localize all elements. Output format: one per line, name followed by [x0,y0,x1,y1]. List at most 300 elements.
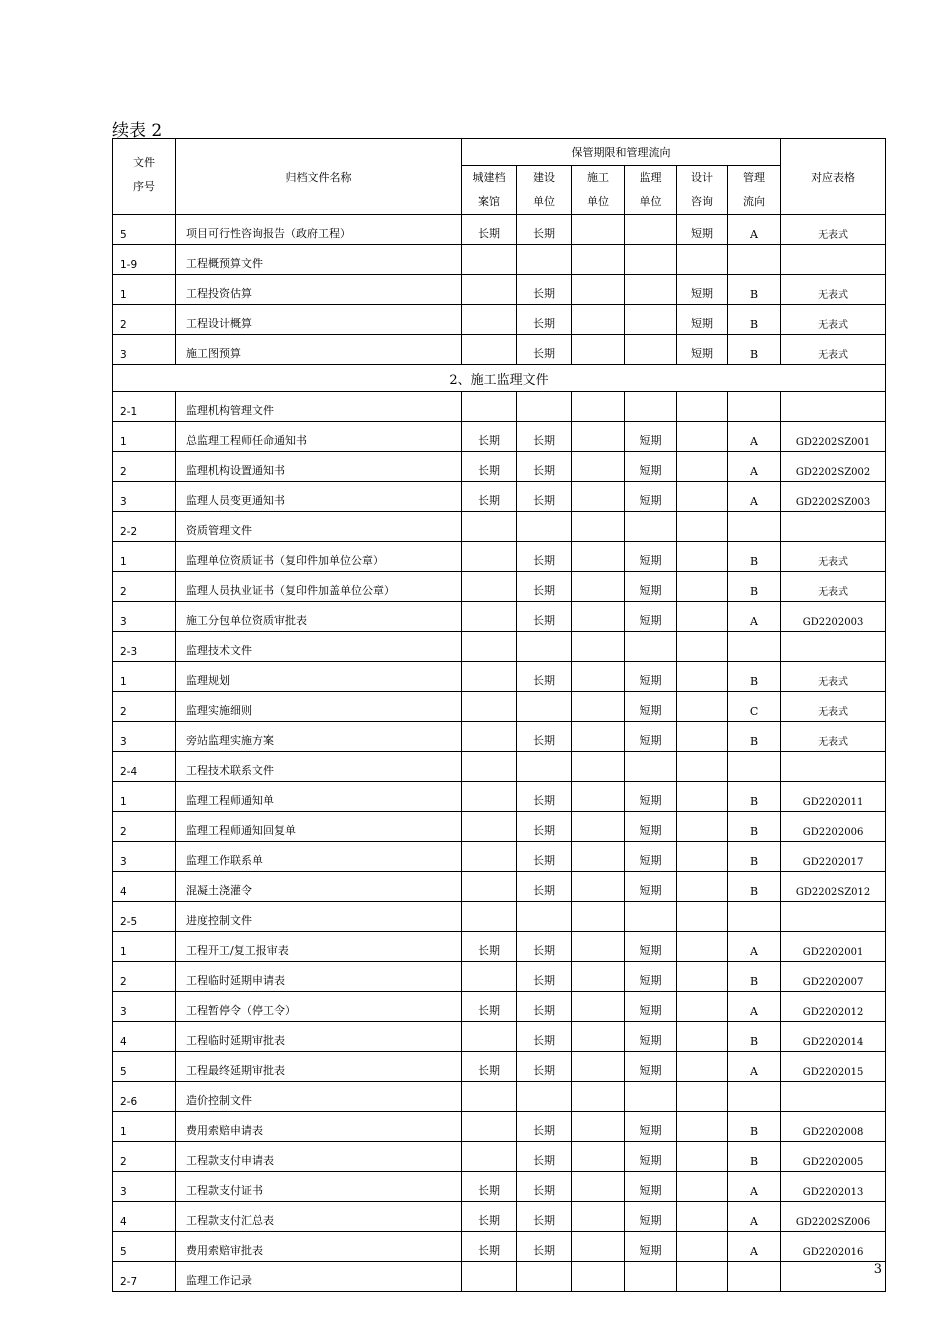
row-cell [677,662,728,692]
row-cell [677,1172,728,1202]
row-ref: GD2202SZ003 [781,482,886,512]
row-name: 监理人员变更通知书 [176,482,462,512]
row-seq: 3 [113,842,176,872]
row-seq: 3 [113,482,176,512]
row-cell [625,275,677,305]
row-name: 监理工作记录 [176,1262,462,1292]
row-cell [572,932,625,962]
row-name: 施工图预算 [176,335,462,365]
row-cell [462,782,517,812]
row-cell [572,542,625,572]
row-cell: 短期 [625,1172,677,1202]
header-col: 施工 单位 [572,166,625,215]
row-cell: 长期 [517,722,572,752]
row-cell [572,752,625,782]
row-cell [677,812,728,842]
row-cell: 长期 [462,482,517,512]
table-row [113,1142,886,1172]
row-cell [677,1232,728,1262]
row-cell: B [728,782,781,812]
row-ref: 无表式 [781,692,886,722]
row-cell: B [728,722,781,752]
row-ref [781,902,886,932]
row-cell: 短期 [625,1052,677,1082]
row-cell [677,872,728,902]
row-ref: GD2202006 [781,812,886,842]
row-seq: 1 [113,275,176,305]
row-cell [517,632,572,662]
table-row [113,1022,886,1052]
row-name: 监理单位资质证书（复印件加单位公章） [176,542,462,572]
row-cell: 长期 [517,1052,572,1082]
row-cell [572,602,625,632]
row-cell [677,1142,728,1172]
row-cell [462,305,517,335]
table-row [113,452,886,482]
row-seq: 4 [113,1022,176,1052]
row-cell [572,305,625,335]
row-cell: 短期 [625,872,677,902]
row-cell: 短期 [625,962,677,992]
row-cell [572,572,625,602]
row-cell [677,842,728,872]
table-row [113,842,886,872]
row-cell [462,632,517,662]
row-cell [572,1082,625,1112]
row-cell [572,215,625,245]
table-row [113,1172,886,1202]
row-cell: 长期 [517,275,572,305]
row-cell: 长期 [517,962,572,992]
row-cell [625,305,677,335]
row-ref: GD2202014 [781,1022,886,1052]
row-cell: A [728,422,781,452]
row-cell [572,245,625,275]
row-cell [677,722,728,752]
row-cell: B [728,335,781,365]
row-seq: 4 [113,1202,176,1232]
row-cell: A [728,215,781,245]
row-ref: GD2202012 [781,992,886,1022]
row-cell: 短期 [677,305,728,335]
row-cell: 长期 [517,992,572,1022]
row-seq: 1 [113,932,176,962]
table-row [113,1202,886,1232]
row-cell: A [728,1172,781,1202]
row-cell [572,335,625,365]
row-cell [462,602,517,632]
row-cell [677,962,728,992]
row-cell [462,842,517,872]
row-cell [462,1142,517,1172]
row-seq: 2-2 [113,512,176,542]
row-cell [572,902,625,932]
row-cell [572,962,625,992]
row-cell [462,572,517,602]
row-name: 总监理工程师任命通知书 [176,422,462,452]
row-ref: GD2202011 [781,782,886,812]
table-row [113,902,886,932]
row-cell: 短期 [625,992,677,1022]
row-seq: 4 [113,872,176,902]
row-cell: 长期 [517,1172,572,1202]
row-cell: 长期 [517,1142,572,1172]
row-seq: 1 [113,542,176,572]
row-name: 监理工程师通知单 [176,782,462,812]
row-ref: GD2202008 [781,1112,886,1142]
table-row [113,872,886,902]
row-cell: 短期 [625,542,677,572]
row-cell [462,1022,517,1052]
row-cell [677,992,728,1022]
row-seq: 2 [113,1142,176,1172]
row-cell: 长期 [517,1202,572,1232]
row-cell: B [728,842,781,872]
table-row [113,482,886,512]
row-name: 工程投资估算 [176,275,462,305]
row-cell: 短期 [625,932,677,962]
row-name: 监理人员执业证书（复印件加盖单位公章） [176,572,462,602]
row-name: 工程概预算文件 [176,245,462,275]
row-cell [677,632,728,662]
row-ref: 无表式 [781,542,886,572]
table-row [113,962,886,992]
row-cell [572,1262,625,1292]
row-cell [572,512,625,542]
row-cell [572,632,625,662]
row-cell: 长期 [517,1022,572,1052]
row-cell [462,1082,517,1112]
table-row [113,275,886,305]
row-ref: GD2202005 [781,1142,886,1172]
row-cell [677,692,728,722]
row-name: 混凝土浇灌令 [176,872,462,902]
row-cell [572,662,625,692]
row-ref: 无表式 [781,335,886,365]
row-cell [517,245,572,275]
row-cell [462,872,517,902]
row-cell [462,1112,517,1142]
row-cell: A [728,932,781,962]
row-name: 进度控制文件 [176,902,462,932]
table-caption: 续表 2 [112,121,163,141]
row-seq: 2-7 [113,1262,176,1292]
row-cell: 长期 [517,662,572,692]
row-cell [677,572,728,602]
row-cell: 长期 [462,1172,517,1202]
row-cell [462,275,517,305]
row-ref [781,512,886,542]
row-cell: 短期 [677,335,728,365]
row-seq: 2 [113,692,176,722]
header-ref: 对应表格 [781,139,886,215]
row-cell [572,1232,625,1262]
row-cell [677,602,728,632]
row-name: 费用索赔申请表 [176,1112,462,1142]
row-cell: 长期 [517,422,572,452]
row-cell [462,512,517,542]
row-cell [677,1022,728,1052]
row-ref: 无表式 [781,572,886,602]
row-cell: 长期 [517,1112,572,1142]
table-row [113,305,886,335]
row-seq: 2 [113,452,176,482]
section-title: 2、施工监理文件 [113,365,886,392]
row-cell: B [728,812,781,842]
row-cell [572,692,625,722]
row-cell: 长期 [517,872,572,902]
row-cell: A [728,482,781,512]
row-cell [728,512,781,542]
table-row [113,572,886,602]
row-cell: A [728,1232,781,1262]
row-name: 造价控制文件 [176,1082,462,1112]
row-name: 工程临时延期申请表 [176,962,462,992]
row-cell [625,902,677,932]
row-name: 工程最终延期审批表 [176,1052,462,1082]
header-col: 设计 咨询 [677,166,728,215]
row-name: 工程设计概算 [176,305,462,335]
row-cell [462,245,517,275]
row-seq: 3 [113,992,176,1022]
row-cell [625,512,677,542]
row-name: 监理工作联系单 [176,842,462,872]
row-cell [462,392,517,422]
row-cell: 短期 [625,842,677,872]
row-name: 费用索赔审批表 [176,1232,462,1262]
header-col: 建设 单位 [517,166,572,215]
row-cell: 长期 [517,452,572,482]
header-name: 归档文件名称 [176,139,462,215]
row-name: 资质管理文件 [176,512,462,542]
row-cell: 短期 [625,782,677,812]
row-name: 工程开工/复工报审表 [176,932,462,962]
row-cell [728,632,781,662]
table-header [113,139,886,215]
row-name: 监理机构设置通知书 [176,452,462,482]
table-body [113,215,886,1292]
row-cell: 长期 [462,422,517,452]
row-cell [572,392,625,422]
row-ref: GD2202SZ006 [781,1202,886,1232]
row-seq: 2 [113,962,176,992]
row-cell: B [728,1112,781,1142]
row-cell: 长期 [517,812,572,842]
row-seq: 2 [113,305,176,335]
row-cell: 长期 [517,482,572,512]
row-cell [517,1262,572,1292]
row-cell: 长期 [517,215,572,245]
row-name: 监理技术文件 [176,632,462,662]
row-cell: 短期 [625,812,677,842]
row-cell [572,275,625,305]
row-cell [572,482,625,512]
table-row [113,245,886,275]
row-cell: B [728,572,781,602]
row-cell [572,992,625,1022]
row-seq: 1-9 [113,245,176,275]
table-row [113,752,886,782]
table-row [113,692,886,722]
row-cell [572,1052,625,1082]
row-cell [677,392,728,422]
row-cell [677,512,728,542]
row-seq: 5 [113,1232,176,1262]
row-cell: 长期 [517,335,572,365]
row-name: 工程技术联系文件 [176,752,462,782]
row-cell: A [728,1202,781,1232]
row-cell [677,452,728,482]
row-cell [625,245,677,275]
archive-table [112,138,886,1292]
header-retention-group: 保管期限和管理流向 [462,139,781,166]
row-cell [462,1262,517,1292]
row-cell: 长期 [517,542,572,572]
row-seq: 3 [113,722,176,752]
row-cell: 长期 [462,932,517,962]
row-cell [462,902,517,932]
row-cell [625,752,677,782]
row-cell: 短期 [625,452,677,482]
row-ref: GD2202SZ001 [781,422,886,452]
row-name: 监理机构管理文件 [176,392,462,422]
table-row [113,1262,886,1292]
row-cell: 长期 [517,842,572,872]
row-cell [462,692,517,722]
row-seq: 1 [113,662,176,692]
row-cell: B [728,1142,781,1172]
row-cell: B [728,962,781,992]
row-cell: 短期 [625,602,677,632]
row-seq: 2-3 [113,632,176,662]
table-row [113,782,886,812]
row-cell: B [728,872,781,902]
row-cell [677,245,728,275]
row-cell: A [728,452,781,482]
row-cell [462,335,517,365]
row-ref: GD2202003 [781,602,886,632]
row-cell [728,752,781,782]
row-cell: 短期 [625,662,677,692]
row-cell [677,752,728,782]
row-name: 工程款支付申请表 [176,1142,462,1172]
row-cell [517,692,572,722]
table-row [113,392,886,422]
row-cell: 长期 [517,305,572,335]
row-cell [677,1262,728,1292]
row-cell: 短期 [625,1112,677,1142]
row-cell: 短期 [625,482,677,512]
row-cell: B [728,542,781,572]
table-row [113,932,886,962]
row-cell [517,512,572,542]
row-cell: 短期 [625,692,677,722]
row-seq: 3 [113,602,176,632]
row-cell: A [728,602,781,632]
table-row [113,602,886,632]
row-cell [572,842,625,872]
row-seq: 3 [113,335,176,365]
row-cell [572,452,625,482]
row-cell [572,1142,625,1172]
row-cell [677,1052,728,1082]
row-cell: A [728,992,781,1022]
row-cell [625,335,677,365]
row-seq: 2-1 [113,392,176,422]
row-seq: 3 [113,1172,176,1202]
row-cell: 长期 [462,452,517,482]
row-cell: 短期 [625,1232,677,1262]
row-cell [677,482,728,512]
section-row [113,365,886,392]
table-row [113,422,886,452]
row-seq: 2 [113,572,176,602]
row-seq: 5 [113,215,176,245]
row-ref: 无表式 [781,722,886,752]
row-cell [677,1082,728,1112]
row-cell: 短期 [677,275,728,305]
header-col: 管理 流向 [728,166,781,215]
row-cell [728,902,781,932]
row-cell: B [728,1022,781,1052]
table-row [113,812,886,842]
row-name: 工程款支付证书 [176,1172,462,1202]
row-ref [781,1262,886,1292]
row-cell: 长期 [462,1232,517,1262]
row-cell [677,1112,728,1142]
row-cell: 长期 [517,572,572,602]
row-cell: 长期 [462,215,517,245]
table-row [113,1112,886,1142]
row-cell [677,422,728,452]
row-cell [517,902,572,932]
row-ref: 无表式 [781,215,886,245]
row-cell [677,932,728,962]
row-cell [677,782,728,812]
row-cell [625,632,677,662]
table-row [113,1052,886,1082]
row-cell [625,215,677,245]
row-cell: 短期 [625,1202,677,1232]
header-seq: 文件 序号 [113,139,176,215]
row-ref: GD2202SZ002 [781,452,886,482]
row-cell [462,752,517,782]
row-name: 工程暂停令（停工令） [176,992,462,1022]
row-cell [677,902,728,932]
header-col: 监理 单位 [625,166,677,215]
row-cell [572,872,625,902]
row-ref [781,632,886,662]
row-cell [728,1262,781,1292]
row-cell [625,1262,677,1292]
row-cell [572,1022,625,1052]
row-ref: 无表式 [781,305,886,335]
table-row [113,1082,886,1112]
row-cell [677,1202,728,1232]
row-cell [677,542,728,572]
row-cell [517,1082,572,1112]
row-cell [462,662,517,692]
row-ref [781,392,886,422]
row-cell [728,245,781,275]
row-ref [781,1082,886,1112]
row-ref: 无表式 [781,662,886,692]
row-cell [728,1082,781,1112]
row-name: 施工分包单位资质审批表 [176,602,462,632]
row-ref: GD2202016 [781,1232,886,1262]
row-cell [462,962,517,992]
row-cell: 长期 [462,1202,517,1232]
